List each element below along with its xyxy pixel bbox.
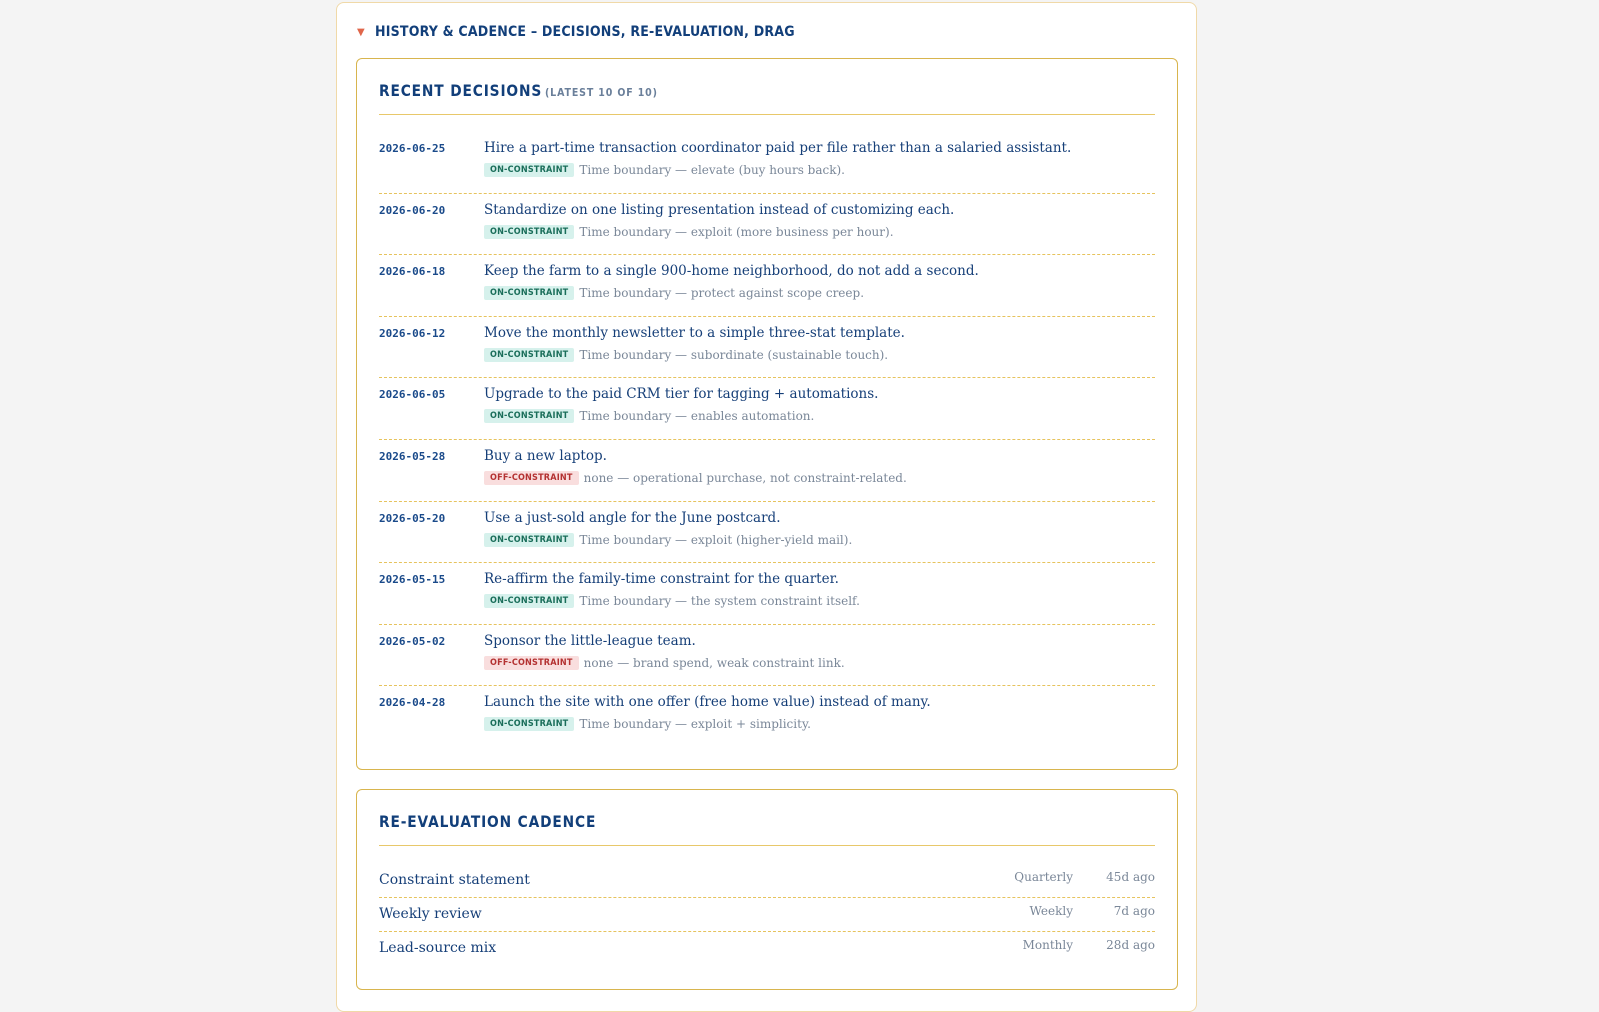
- cadence-frequency: Monthly: [1022, 938, 1073, 952]
- decision-date: 2026-06-18: [379, 265, 446, 279]
- constraint-badge: ON-CONSTRAINT: [484, 409, 574, 423]
- decision-meta: [484, 286, 864, 300]
- decision-text: Launch the site with one offer (free home value) instead of many.: [484, 694, 931, 711]
- decision-row: [379, 625, 1155, 687]
- decision-meta: [484, 533, 852, 547]
- decision-text: Keep the farm to a single 900-home neighborhood, do not add a second.: [484, 263, 979, 280]
- section-header[interactable]: [357, 21, 795, 43]
- constraint-badge: ON-CONSTRAINT: [484, 717, 574, 731]
- cadence-header: [379, 812, 1155, 846]
- decision-text: Re-affirm the family-time constraint for the quarter.: [484, 571, 839, 588]
- cadence-frequency: Quarterly: [1014, 870, 1073, 884]
- decision-date: 2026-04-28: [379, 696, 446, 710]
- cadence-list: [379, 864, 1155, 966]
- decision-row: [379, 132, 1155, 194]
- recent-decisions-card: [356, 58, 1178, 770]
- decision-meta: [484, 409, 814, 423]
- decision-note: Time boundary — the system constraint itself.: [579, 594, 860, 609]
- recent-decisions-header: [379, 81, 1155, 115]
- triangle-down-icon[interactable]: ▼: [357, 26, 365, 38]
- decision-text: Buy a new laptop.: [484, 447, 607, 464]
- recent-decisions-count: (LATEST 10 OF 10): [544, 86, 658, 99]
- cadence-last-reviewed: 45d ago: [1106, 870, 1155, 884]
- constraint-badge: ON-CONSTRAINT: [484, 594, 574, 608]
- decision-meta: [484, 348, 888, 362]
- decision-note: Time boundary — exploit + simplicity.: [579, 717, 811, 732]
- decision-meta: [484, 717, 811, 731]
- constraint-badge: ON-CONSTRAINT: [484, 163, 574, 177]
- constraint-badge: ON-CONSTRAINT: [484, 286, 574, 300]
- decision-row: [379, 255, 1155, 317]
- cadence-item-name: Constraint statement: [379, 872, 530, 888]
- decision-text: Hire a part-time transaction coordinator paid per file rather than a salaried assistant.: [484, 140, 1072, 156]
- constraint-badge: ON-CONSTRAINT: [484, 348, 574, 362]
- cadence-row: [379, 932, 1155, 966]
- decision-text: Use a just-sold angle for the June postcard.: [484, 509, 781, 526]
- decision-text: Upgrade to the paid CRM tier for tagging + automations.: [484, 386, 879, 403]
- cadence-row: [379, 864, 1155, 898]
- decision-row: [379, 563, 1155, 625]
- decision-meta: [484, 471, 907, 485]
- cadence-frequency: Weekly: [1029, 904, 1073, 918]
- decision-date: 2026-05-20: [379, 511, 446, 525]
- decision-date: 2026-06-25: [379, 142, 446, 155]
- decision-note: Time boundary — exploit (higher-yield mail).: [579, 532, 853, 547]
- decision-meta: [484, 225, 894, 239]
- decision-row: [379, 502, 1155, 564]
- decision-date: 2026-05-02: [379, 634, 446, 648]
- decision-date: 2026-06-05: [379, 388, 446, 402]
- decision-note: Time boundary — protect against scope creep.: [579, 286, 865, 301]
- decision-meta: [484, 163, 845, 177]
- cadence-row: [379, 898, 1155, 932]
- decision-row: [379, 317, 1155, 379]
- decision-row: [379, 686, 1155, 748]
- decision-text: Standardize on one listing presentation instead of customizing each.: [484, 201, 955, 218]
- decision-note: none — brand spend, weak constraint link.: [583, 655, 845, 670]
- constraint-badge: OFF-CONSTRAINT: [484, 656, 579, 670]
- cadence-title: RE-EVALUATION CADENCE: [379, 812, 597, 831]
- section-title: HISTORY & CADENCE – DECISIONS, RE-EVALUATION, DRAG: [375, 24, 795, 40]
- cadence-item-name: Weekly review: [379, 906, 482, 922]
- decision-text: Sponsor the little-league team.: [484, 632, 696, 649]
- cadence-last-reviewed: 28d ago: [1106, 938, 1155, 952]
- decision-row: [379, 194, 1155, 256]
- decision-note: Time boundary — enables automation.: [579, 409, 815, 424]
- decision-list: [379, 132, 1155, 748]
- cadence-last-reviewed: 7d ago: [1113, 904, 1155, 918]
- decision-note: Time boundary — exploit (more business per hour).: [579, 224, 894, 239]
- history-cadence-panel: [336, 2, 1197, 1012]
- decision-meta: [484, 594, 860, 608]
- constraint-badge: ON-CONSTRAINT: [484, 225, 574, 239]
- recent-decisions-title: RECENT DECISIONS: [379, 81, 543, 100]
- decision-date: 2026-06-12: [379, 326, 446, 340]
- decision-text: Move the monthly newsletter to a simple three-stat template.: [484, 324, 905, 341]
- decision-meta: [484, 656, 845, 670]
- decision-date: 2026-05-15: [379, 573, 446, 587]
- cadence-item-name: Lead-source mix: [379, 940, 497, 956]
- decision-date: 2026-06-20: [379, 203, 446, 217]
- decision-row: [379, 440, 1155, 502]
- decision-row: [379, 378, 1155, 440]
- re-evaluation-cadence-card: [356, 789, 1178, 990]
- decision-date: 2026-05-28: [379, 449, 446, 463]
- decision-note: Time boundary — subordinate (sustainable touch).: [579, 347, 889, 362]
- decision-note: Time boundary — elevate (buy hours back).: [579, 163, 845, 177]
- constraint-badge: ON-CONSTRAINT: [484, 533, 574, 547]
- decision-note: none — operational purchase, not constraint-related.: [583, 470, 907, 485]
- constraint-badge: OFF-CONSTRAINT: [484, 471, 579, 485]
